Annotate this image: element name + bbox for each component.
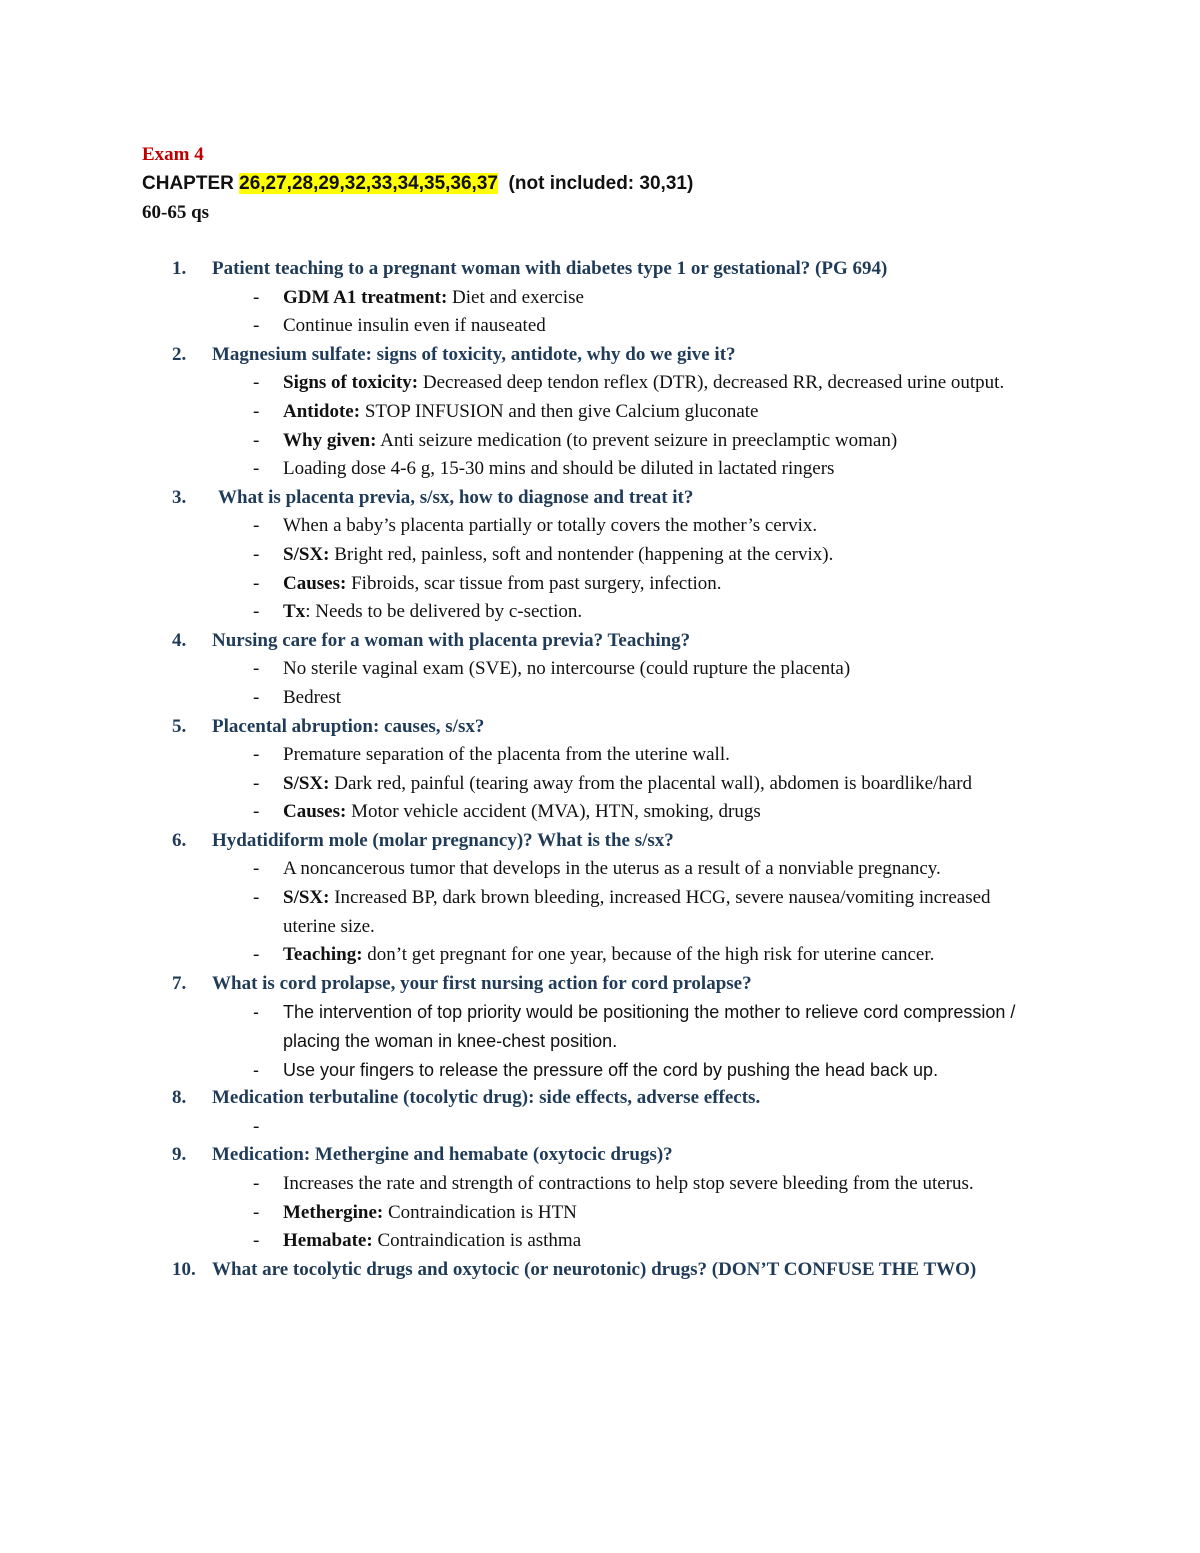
not-included-note: (not included: 30,31): [508, 173, 694, 194]
bullet-label: Teaching:: [283, 944, 363, 966]
chapter-line: [142, 169, 693, 199]
bullet-text: Premature separation of the placenta from the uterine wall.: [283, 744, 730, 766]
bullet-item: [253, 598, 1043, 627]
bullet-item: [253, 684, 1043, 713]
question-number: 5.: [172, 715, 187, 737]
bullet-dash: -: [253, 1230, 260, 1252]
bullet-text: Dark red, painful (tearing away from the placental wall), abdomen is boardlike/hard: [329, 772, 973, 794]
bullet-text: : Needs to be delivered by c-section.: [305, 601, 583, 623]
question-text: What is cord prolapse, your first nursing action for cord prolapse?: [212, 972, 752, 994]
bullet-item: [253, 884, 1043, 941]
question-text: What are tocolytic drugs and oxytocic (or neurotonic) drugs? (DON’T CONFUSE THE TWO): [212, 1258, 977, 1280]
bullet-label: Methergine:: [283, 1201, 384, 1223]
bullet-label: Causes:: [283, 572, 347, 594]
bullet-label: S/SX:: [283, 772, 330, 794]
bullet-text: Bright red, painless, soft and nontender (happening at the cervix).: [329, 543, 834, 565]
question-number: 10.: [172, 1258, 196, 1280]
bullet-dash: -: [253, 944, 260, 966]
bullet-list: [0, 1170, 1200, 1256]
bullet-dash: -: [253, 772, 260, 794]
bullet-dash: -: [253, 1059, 259, 1080]
bullet-list: [0, 512, 1200, 626]
bullet-text: Diet and exercise: [447, 286, 584, 308]
bullet-text: Loading dose 4-6 g, 15-30 mins and should be diluted in lactated ringers: [283, 458, 835, 480]
bullet-label: S/SX:: [283, 887, 330, 909]
question-text: Medication terbutaline (tocolytic drug): side effects, adverse effects.: [212, 1087, 761, 1109]
bullet-text: Increases the rate and strength of contractions to help stop severe bleeding from the uterus.: [283, 1173, 974, 1194]
bullet-text: STOP INFUSION and then give Calcium gluconate: [360, 400, 759, 422]
bullet-text: Contraindication is HTN: [383, 1201, 577, 1223]
bullet-dash: -: [253, 315, 260, 337]
chapter-label: CHAPTER: [142, 173, 234, 194]
bullet-dash: -: [253, 1201, 260, 1223]
bullet-dash: -: [253, 858, 260, 880]
bullet-dash: -: [253, 458, 260, 480]
bullet-item: [253, 798, 1043, 827]
bullet-text: Continue insulin even if nauseated: [283, 315, 546, 337]
bullet-item: [253, 770, 1043, 799]
question-text: Patient teaching to a pregnant woman with diabetes type 1 or gestational? (PG 694): [212, 258, 888, 279]
question-text: Nursing care for a woman with placenta previa? Teaching?: [212, 629, 691, 651]
bullet-label: Signs of toxicity:: [283, 372, 419, 394]
bullet-item: [253, 1227, 1043, 1256]
bullet-item: [253, 1199, 1043, 1228]
document-header: [142, 141, 693, 227]
bullet-label: Hemabate:: [283, 1230, 373, 1252]
bullet-text: When a baby’s placenta partially or totally covers the mother’s cervix.: [283, 515, 818, 537]
question-count: 60-65 qs: [142, 202, 210, 223]
bullet-text: Contraindication is asthma: [372, 1230, 582, 1252]
question-item: [0, 827, 1200, 970]
chapter-list-highlight: 26,27,28,29,32,33,34,35,36,37: [239, 173, 498, 194]
bullet-list: [0, 998, 1200, 1084]
question-item: [0, 1141, 1200, 1255]
bullet-dash: -: [253, 744, 260, 766]
question-number: 6.: [172, 829, 187, 851]
bullet-text: Anti seizure medication (to prevent seizure in preeclamptic woman): [376, 429, 898, 451]
bullet-item: [253, 284, 1043, 313]
bullet-dash: -: [253, 286, 260, 308]
bullet-item: [253, 1113, 1043, 1142]
bullet-dash: -: [253, 429, 260, 451]
bullet-text: The intervention of top priority would be positioning the mother to relieve cord compression / placing the woman in knee-chest position.: [283, 1002, 1016, 1052]
bullet-label: GDM A1 treatment:: [283, 286, 448, 308]
bullet-text: Increased BP, dark brown bleeding, increased HCG, severe nausea/vomiting increased uterine size.: [283, 887, 991, 937]
bullet-text: Motor vehicle accident (MVA), HTN, smoking, drugs: [346, 801, 761, 823]
question-number: 2.: [172, 343, 187, 365]
question-text: Medication: Methergine and hemabate (oxytocic drugs)?: [212, 1144, 673, 1166]
bullet-item: [253, 655, 1043, 684]
bullet-dash: -: [253, 658, 260, 680]
bullet-dash: -: [253, 372, 260, 394]
bullet-label: Causes:: [283, 801, 347, 823]
question-text: What is placenta previa, s/sx, how to diagnose and treat it?: [218, 486, 694, 508]
bullet-dash: -: [253, 1173, 260, 1194]
question-item: [0, 255, 1200, 341]
question-text: Hydatidiform mole (molar pregnancy)? What is the s/sx?: [212, 829, 674, 851]
bullet-text: Decreased deep tendon reflex (DTR), decreased RR, decreased urine output.: [418, 372, 1005, 394]
bullet-item: [253, 427, 1043, 456]
bullet-item: [253, 570, 1043, 599]
question-item: [0, 713, 1200, 827]
bullet-list: [0, 284, 1200, 341]
bullet-item: [253, 998, 1043, 1055]
bullet-item: [253, 941, 1043, 970]
question-number: 9.: [172, 1144, 187, 1166]
bullet-list: [0, 741, 1200, 827]
question-list: [0, 255, 1200, 1284]
question-item: [0, 341, 1200, 484]
question-item: [0, 484, 1200, 627]
question-text: Magnesium sulfate: signs of toxicity, antidote, why do we give it?: [212, 343, 736, 365]
exam-title: Exam 4: [142, 144, 204, 165]
bullet-text: Bedrest: [283, 686, 342, 708]
bullet-item: [253, 541, 1043, 570]
question-number: 3.: [172, 486, 187, 508]
bullet-dash: -: [253, 515, 260, 537]
bullet-dash: -: [253, 887, 260, 909]
question-number: 8.: [172, 1087, 187, 1109]
bullet-dash: -: [253, 543, 260, 565]
bullet-item: [253, 741, 1043, 770]
question-number: 4.: [172, 629, 187, 651]
bullet-text: Use your fingers to release the pressure off the cord by pushing the head back up.: [283, 1059, 939, 1080]
bullet-text: No sterile vaginal exam (SVE), no intercourse (could rupture the placenta): [283, 658, 851, 680]
bullet-item: [253, 369, 1043, 398]
bullet-list: [0, 655, 1200, 712]
question-number: 1.: [172, 258, 187, 279]
bullet-list: [0, 1113, 1200, 1142]
bullet-item: [253, 312, 1043, 341]
bullet-item: [253, 1056, 1043, 1085]
bullet-dash: -: [253, 801, 260, 823]
question-number: 7.: [172, 972, 187, 994]
bullet-item: [253, 398, 1043, 427]
bullet-dash: -: [253, 1002, 259, 1023]
question-item: [0, 1256, 1200, 1285]
question-item: [0, 970, 1200, 1084]
bullet-dash: -: [253, 400, 260, 422]
question-item: [0, 1084, 1200, 1141]
bullet-dash: -: [253, 601, 260, 623]
bullet-text: don’t get pregnant for one year, because of the high risk for uterine cancer.: [362, 944, 935, 966]
bullet-list: [0, 369, 1200, 483]
question-item: [0, 627, 1200, 713]
bullet-dash: -: [253, 1115, 260, 1137]
bullet-item: [253, 512, 1043, 541]
bullet-label: Tx: [283, 601, 306, 623]
bullet-item: [253, 1170, 1043, 1199]
bullet-dash: -: [253, 686, 260, 708]
bullet-label: S/SX:: [283, 543, 330, 565]
question-text: Placental abruption: causes, s/sx?: [212, 715, 485, 737]
bullet-dash: -: [253, 572, 260, 594]
bullet-label: Why given:: [283, 429, 377, 451]
bullet-text: A noncancerous tumor that develops in the uterus as a result of a nonviable pregnancy.: [283, 858, 941, 880]
bullet-label: Antidote:: [283, 400, 361, 422]
bullet-item: [253, 855, 1043, 884]
bullet-text: Fibroids, scar tissue from past surgery, infection.: [346, 572, 722, 594]
bullet-list: [0, 855, 1200, 969]
bullet-item: [253, 455, 1043, 484]
